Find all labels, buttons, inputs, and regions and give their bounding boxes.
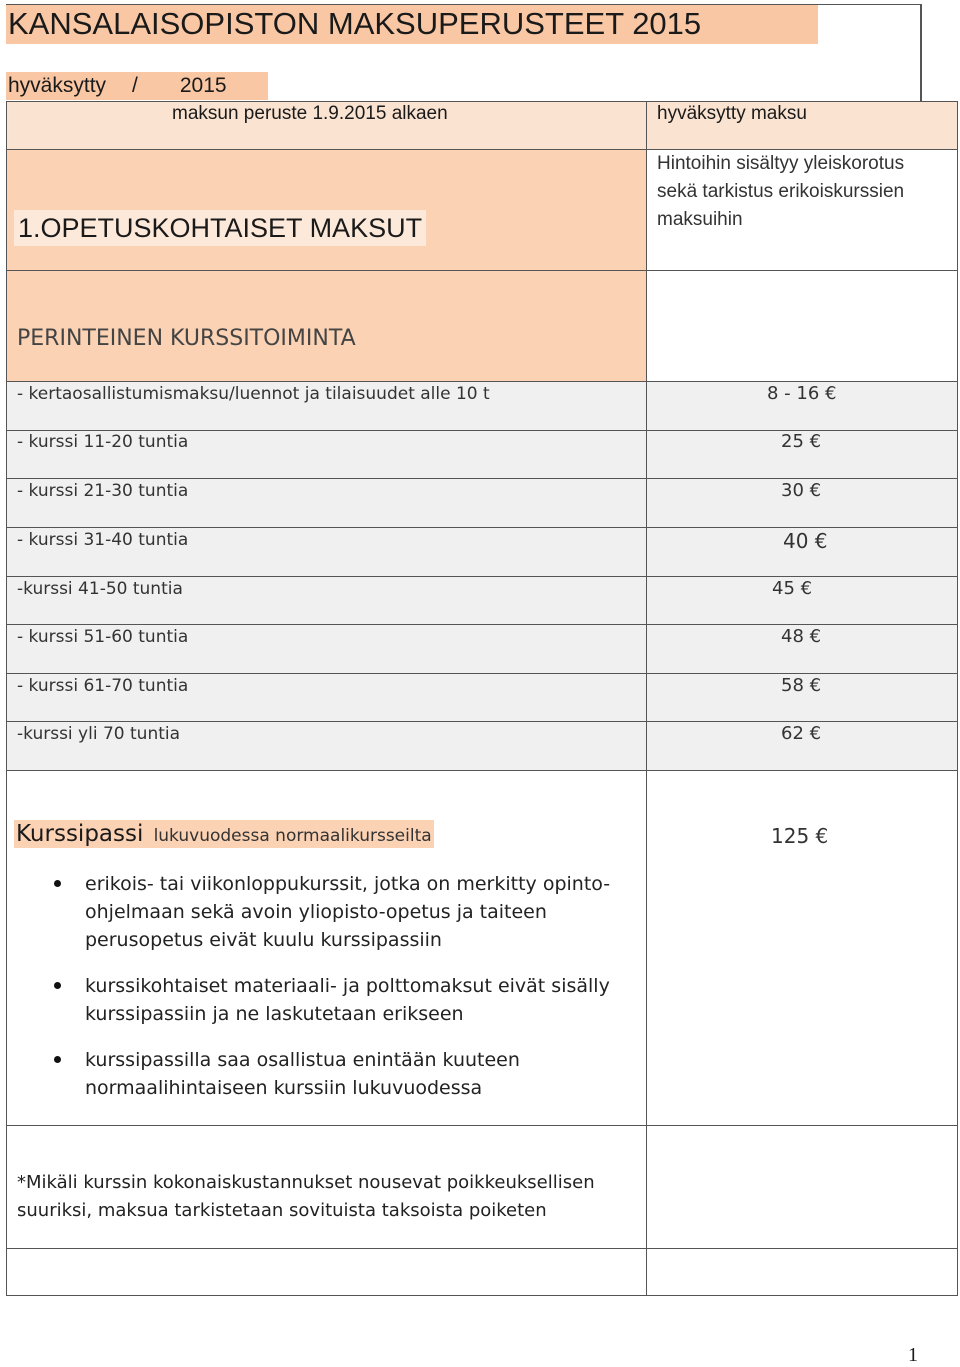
row-label: - kurssi 11-20 tuntia [17, 432, 189, 452]
grid-line-vertical [646, 101, 647, 1296]
grid-line [6, 527, 958, 528]
grid-line [6, 624, 958, 625]
row-price: 25 € [781, 431, 822, 452]
row-price: 30 € [781, 480, 822, 501]
row-label: -kurssi 41-50 tuntia [17, 579, 183, 599]
section-subtitle: PERINTEINEN KURSSITOIMINTA [17, 326, 356, 351]
header-left-label: maksun peruste 1.9.2015 alkaen [172, 103, 448, 124]
row-price: 58 € [781, 675, 822, 696]
pass-title: Kurssipassi [16, 821, 144, 847]
row-label: - kertaosallistumismaksu/luennot ja tilaisuudet alle 10 t [17, 384, 490, 404]
pass-subtitle: lukuvuodessa normaalikursseilta [153, 826, 432, 846]
approved-label: hyväksytty [8, 74, 107, 97]
title-box-right-border [920, 4, 922, 101]
row-price: 45 € [772, 578, 813, 599]
pass-bullet: kurssikohtaiset materiaali- ja polttomaksut eivät sisälly kurssipassiin ja ne laskutetaan erikseen [85, 975, 610, 1025]
grid-line [6, 1295, 958, 1296]
document-title: KANSALAISOPISTON MAKSUPERUSTEET 2015 [6, 4, 818, 44]
grid-line [6, 381, 958, 382]
grid-line [6, 430, 958, 431]
row-price: 62 € [781, 723, 822, 744]
row-price: 40 € [783, 529, 828, 553]
pass-bullet: kurssipassilla saa osallistua enintään kuuteen normaalihintaiseen kurssiin lukuvuodessa [85, 1049, 520, 1099]
pass-bullet: erikois- tai viikonloppukurssit, jotka on merkitty opinto-ohjelmaan sekä avoin yliopisto-opetus ja taiteen perusopetus eivät kuulu kurssipassiin [85, 873, 611, 951]
grid-line [6, 1125, 958, 1126]
pass-price: 125 € [771, 824, 829, 848]
grid-line-vertical [6, 101, 7, 1296]
approved-year: 2015 [179, 74, 227, 97]
page-number: 1 [908, 1344, 918, 1366]
row-label: -kurssi yli 70 tuntia [17, 724, 181, 744]
row-label: - kurssi 61-70 tuntia [17, 676, 189, 696]
grid-line [6, 478, 958, 479]
row-label: - kurssi 51-60 tuntia [17, 627, 189, 647]
bullet-icon [54, 1056, 61, 1063]
row-price: 48 € [781, 626, 822, 647]
footnote: *Mikäli kurssin kokonaiskustannukset nousevat poikkeuksellisen suuriksi, maksua tarkistetaan sovituista taksoista poiketen [17, 1172, 595, 1221]
grid-line [6, 770, 958, 771]
row-label: - kurssi 21-30 tuntia [17, 481, 189, 501]
row-price: 8 - 16 € [767, 383, 837, 404]
row-label: - kurssi 31-40 tuntia [17, 530, 189, 550]
bullet-icon [54, 880, 61, 887]
header-right-note: Hintoihin sisältyy yleiskorotus sekä tarkistus erikoiskurssien maksuihin [657, 153, 905, 230]
pass-heading [14, 820, 434, 848]
grid-line [6, 270, 958, 271]
grid-line-vertical [957, 101, 958, 1296]
grid-line [6, 101, 958, 102]
header-row [6, 101, 958, 149]
grid-line [6, 673, 958, 674]
approved-slash: / [132, 74, 138, 97]
grid-line [6, 149, 958, 150]
bullet-icon [54, 982, 61, 989]
grid-line [6, 721, 958, 722]
grid-line [6, 1248, 958, 1249]
grid-line [6, 576, 958, 577]
approved-line [6, 72, 268, 100]
header-right-label: hyväksytty maksu [657, 103, 807, 124]
title-box-top-border [6, 4, 922, 5]
section-title: 1.OPETUSKOHTAISET MAKSUT [14, 210, 426, 246]
